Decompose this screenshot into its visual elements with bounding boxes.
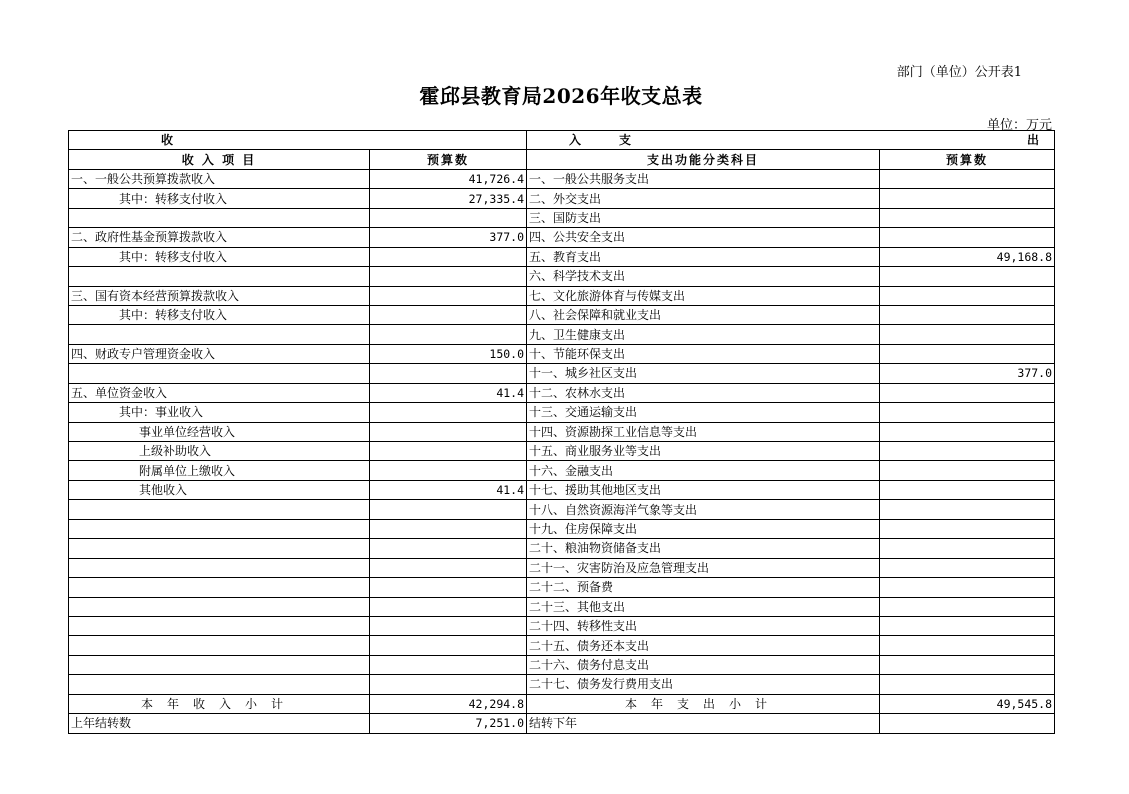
expense-item-cell: 十二、农林水支出 [527, 383, 880, 402]
expense-item-cell: 二十七、债务发行费用支出 [527, 675, 880, 694]
income-item-cell [69, 519, 370, 538]
expense-amount-cell [880, 305, 1055, 324]
income-amount-cell [370, 364, 527, 383]
expense-amount-cell: 49,168.8 [880, 247, 1055, 266]
expense-amount-cell [880, 558, 1055, 577]
table-row [69, 422, 1055, 441]
income-item-header: 收 入 项 目 [69, 150, 370, 169]
expense-item-cell: 十、节能环保支出 [527, 344, 880, 363]
income-amount-cell [370, 403, 527, 422]
expense-item-cell: 五、教育支出 [527, 247, 880, 266]
expense-amount-cell [880, 655, 1055, 674]
expense-item-cell: 九、卫生健康支出 [527, 325, 880, 344]
table-row [69, 675, 1055, 694]
income-amount-cell [370, 305, 527, 324]
expense-amount-cell [880, 500, 1055, 519]
expense-amount-cell [880, 442, 1055, 461]
expense-item-cell: 十一、城乡社区支出 [527, 364, 880, 383]
expense-item-cell: 一、一般公共服务支出 [527, 169, 880, 188]
income-item-cell [69, 364, 370, 383]
expense-amount-cell [880, 539, 1055, 558]
expense-amount-cell [880, 267, 1055, 286]
expense-item-cell: 十八、自然资源海洋气象等支出 [527, 500, 880, 519]
expense-amount-cell [880, 480, 1055, 499]
form-code: 部门（单位）公开表1 [896, 65, 1022, 80]
income-amount-cell [370, 461, 527, 480]
expense-amount-cell [880, 461, 1055, 480]
income-amount-cell [370, 422, 527, 441]
table-row [69, 597, 1055, 616]
income-amount-cell [370, 442, 527, 461]
expense-amount-cell [880, 189, 1055, 208]
table-row [69, 305, 1055, 324]
expense-amount-cell [880, 286, 1055, 305]
expense-item-cell: 七、文化旅游体育与传媒支出 [527, 286, 880, 305]
income-item-cell [69, 616, 370, 635]
table-row [69, 267, 1055, 286]
page-title: 霍邱县教育局2026年收支总表 [419, 84, 703, 108]
table-row [69, 208, 1055, 227]
income-carryover-label: 上年结转数 [69, 714, 370, 733]
expense-amount-cell [880, 325, 1055, 344]
expense-item-cell: 八、社会保障和就业支出 [527, 305, 880, 324]
expense-subtotal-label: 本年支出小计 [527, 694, 880, 713]
expense-item-cell: 十四、资源勘探工业信息等支出 [527, 422, 880, 441]
header-row-sections [69, 131, 1055, 150]
income-item-cell: 其中：转移支付收入 [69, 305, 370, 324]
expense-amount-cell [880, 422, 1055, 441]
income-amount-cell: 377.0 [370, 228, 527, 247]
expense-amount-cell [880, 636, 1055, 655]
income-item-cell: 二、政府性基金预算拨款收入 [69, 228, 370, 247]
expense-item-cell: 四、公共安全支出 [527, 228, 880, 247]
expense-item-cell: 三、国防支出 [527, 208, 880, 227]
table-row [69, 500, 1055, 519]
table-row [69, 286, 1055, 305]
income-amount-cell: 41.4 [370, 383, 527, 402]
expense-carryover-label: 结转下年 [527, 714, 880, 733]
income-subtotal-label: 本年收入小计 [69, 694, 370, 713]
income-item-cell: 三、国有资本经营预算拨款收入 [69, 286, 370, 305]
expense-item-cell: 十七、援助其他地区支出 [527, 480, 880, 499]
expense-amount-cell [880, 383, 1055, 402]
income-item-cell: 其中：转移支付收入 [69, 247, 370, 266]
expense-item-cell: 二十五、债务还本支出 [527, 636, 880, 655]
table-row [69, 228, 1055, 247]
income-item-cell: 其中：事业收入 [69, 403, 370, 422]
expense-item-cell: 六、科学技术支出 [527, 267, 880, 286]
table-row [69, 344, 1055, 363]
income-section-header: 收 入 [69, 131, 527, 150]
expense-section-header: 支 出 [527, 131, 1055, 150]
income-item-cell [69, 325, 370, 344]
income-item-cell [69, 655, 370, 674]
expense-item-cell: 十三、交通运输支出 [527, 403, 880, 422]
table-row [69, 169, 1055, 188]
income-amount-cell [370, 539, 527, 558]
income-item-cell [69, 636, 370, 655]
income-amount-cell [370, 500, 527, 519]
expense-amount-cell [880, 519, 1055, 538]
table-row [69, 247, 1055, 266]
expense-item-cell: 二十四、转移性支出 [527, 616, 880, 635]
table-row [69, 480, 1055, 499]
subtotal-row [69, 694, 1055, 713]
expense-item-header: 支出功能分类科目 [527, 150, 880, 169]
unit-label: 单位：万元 [986, 118, 1052, 133]
expense-amount-header: 预算数 [880, 150, 1055, 169]
expense-amount-cell [880, 228, 1055, 247]
income-amount-header: 预算数 [370, 150, 527, 169]
header-row-columns [69, 150, 1055, 169]
income-amount-cell [370, 558, 527, 577]
income-item-cell [69, 675, 370, 694]
expense-item-cell: 二、外交支出 [527, 189, 880, 208]
expense-item-cell: 二十一、灾害防治及应急管理支出 [527, 558, 880, 577]
income-amount-cell: 41.4 [370, 480, 527, 499]
income-item-cell [69, 597, 370, 616]
table-row [69, 325, 1055, 344]
income-amount-cell [370, 208, 527, 227]
income-amount-cell [370, 655, 527, 674]
expense-item-cell: 二十、粮油物资储备支出 [527, 539, 880, 558]
income-item-cell: 其他收入 [69, 480, 370, 499]
expense-item-cell: 十六、金融支出 [527, 461, 880, 480]
expense-amount-cell [880, 616, 1055, 635]
table-row [69, 519, 1055, 538]
table-row [69, 616, 1055, 635]
income-subtotal-amount: 42,294.8 [370, 694, 527, 713]
expense-item-cell: 二十二、预备费 [527, 578, 880, 597]
expense-amount-cell [880, 675, 1055, 694]
income-carryover-amount: 7,251.0 [370, 714, 527, 733]
income-item-cell: 附属单位上缴收入 [69, 461, 370, 480]
table-row [69, 442, 1055, 461]
income-item-cell: 四、财政专户管理资金收入 [69, 344, 370, 363]
income-item-cell [69, 208, 370, 227]
income-amount-cell: 41,726.4 [370, 169, 527, 188]
table-row [69, 189, 1055, 208]
table-row [69, 578, 1055, 597]
table-row [69, 636, 1055, 655]
table-row [69, 558, 1055, 577]
expense-amount-cell: 377.0 [880, 364, 1055, 383]
income-item-cell: 一、一般公共预算拨款收入 [69, 169, 370, 188]
income-item-cell: 五、单位资金收入 [69, 383, 370, 402]
income-amount-cell [370, 267, 527, 286]
income-item-cell: 其中：转移支付收入 [69, 189, 370, 208]
income-item-cell: 上级补助收入 [69, 442, 370, 461]
expense-amount-cell [880, 578, 1055, 597]
income-item-cell [69, 558, 370, 577]
budget-summary-table [68, 130, 1129, 734]
income-item-cell [69, 500, 370, 519]
table-row [69, 539, 1055, 558]
table-row [69, 655, 1055, 674]
expense-subtotal-amount: 49,545.8 [880, 694, 1055, 713]
income-amount-cell: 27,335.4 [370, 189, 527, 208]
table-row [69, 403, 1055, 422]
expense-item-cell: 二十三、其他支出 [527, 597, 880, 616]
income-amount-cell [370, 325, 527, 344]
expense-carryover-amount [880, 714, 1055, 733]
expense-amount-cell [880, 169, 1055, 188]
expense-item-cell: 二十六、债务付息支出 [527, 655, 880, 674]
expense-amount-cell [880, 344, 1055, 363]
income-amount-cell [370, 675, 527, 694]
expense-item-cell: 十九、住房保障支出 [527, 519, 880, 538]
income-item-cell [69, 578, 370, 597]
carryover-row [69, 714, 1055, 733]
expense-amount-cell [880, 597, 1055, 616]
table-body [69, 169, 1055, 694]
table-row [69, 364, 1055, 383]
table-row [69, 461, 1055, 480]
income-amount-cell [370, 636, 527, 655]
expense-item-cell: 十五、商业服务业等支出 [527, 442, 880, 461]
income-item-cell [69, 539, 370, 558]
income-item-cell [69, 267, 370, 286]
income-amount-cell [370, 597, 527, 616]
income-amount-cell [370, 247, 527, 266]
income-amount-cell: 150.0 [370, 344, 527, 363]
expense-amount-cell [880, 403, 1055, 422]
income-amount-cell [370, 286, 527, 305]
table-row [69, 383, 1055, 402]
income-amount-cell [370, 616, 527, 635]
income-amount-cell [370, 519, 527, 538]
expense-amount-cell [880, 208, 1055, 227]
income-amount-cell [370, 578, 527, 597]
income-item-cell: 事业单位经营收入 [69, 422, 370, 441]
